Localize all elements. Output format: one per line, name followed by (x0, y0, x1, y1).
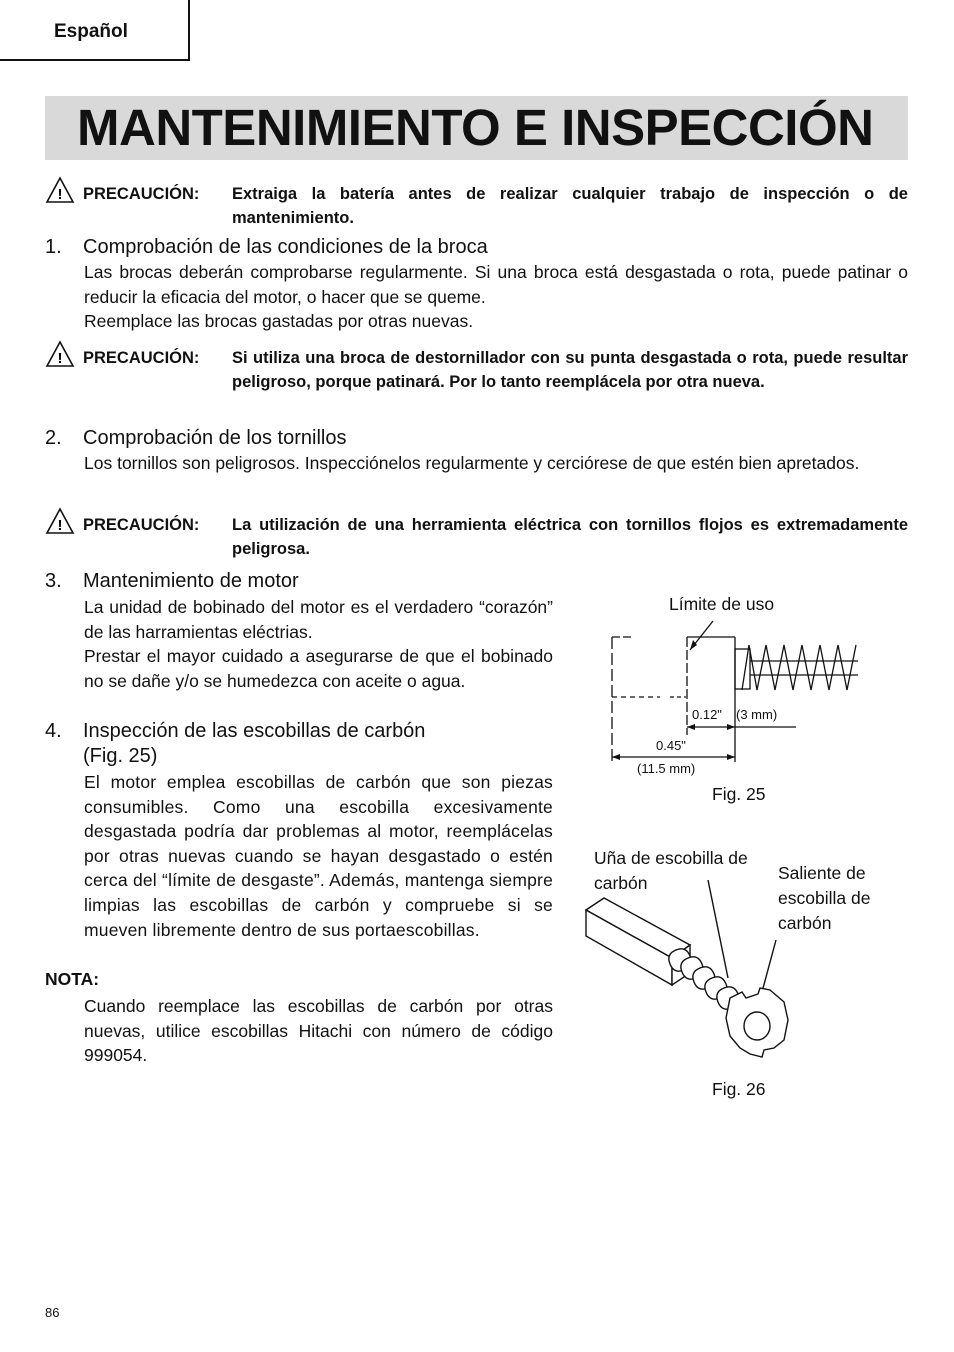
paragraph: Las brocas deberán comprobarse regularmente. Si una broca está desgastada o rota, puede patinar o reducir la eficacia del motor, o hacer que se queme. (84, 262, 908, 307)
fig26-label-right: Saliente de escobilla de carbón (778, 863, 871, 933)
caution-text: Si utiliza una broca de destornillador con su punta desgastada o rota, puede resultar peligroso, porque patinará. Por lo tanto reemplácela por otra nueva. (232, 349, 908, 391)
item-title-ref: (Fig. 25) (83, 745, 158, 767)
caution-label: PRECAUCIÓN: (83, 516, 200, 534)
item-number: 1. (45, 236, 62, 258)
svg-text:!: ! (57, 186, 63, 203)
fig25-dim1-in: 0.12" (692, 707, 722, 722)
fig25-dim1-mm: (3 mm) (736, 707, 778, 722)
caution-text: Extraiga la batería antes de realizar cualquier trabajo de inspección o de mantenimiento. (232, 185, 908, 227)
item-title: Comprobación de los tornillos (83, 427, 347, 449)
paragraph: La unidad de bobinado del motor es el verdadero “corazón” de las harramientas eléctrias. (84, 597, 553, 642)
nota-label: NOTA: (45, 969, 100, 989)
item-title: Comprobación de las condiciones de la broca (83, 236, 488, 258)
paragraph: Los tornillos son peligrosos. Inspecciónelos regularmente y cerciórese de que estén bien apretados. (84, 453, 860, 473)
paragraph: Prestar el mayor cuidado a asegurarse de que el bobinado no se dañe y/o se humedezca con aceite o agua. (84, 646, 553, 691)
caution-label: PRECAUCIÓN: (83, 185, 200, 203)
page-number: 86 (45, 1305, 60, 1320)
fig25-dim2-mm: (11.5 mm) (637, 761, 696, 776)
fig26-caption: Fig. 26 (712, 1079, 766, 1099)
fig25-caption: Fig. 25 (712, 784, 766, 804)
item-title: Mantenimiento de motor (83, 570, 299, 592)
fig26-label-left: Uña de escobilla de carbón (594, 848, 748, 893)
item-number: 4. (45, 720, 62, 742)
fig25-limit-label: Límite de uso (669, 594, 775, 614)
caution-label: PRECAUCIÓN: (83, 349, 200, 367)
item-number: 3. (45, 570, 62, 592)
paragraph: Reemplace las brocas gastadas por otras nuevas. (84, 311, 474, 332)
nota-text: Cuando reemplace las escobillas de carbón por otras nuevas, utilice escobillas Hitachi con número de código 999054. (84, 996, 553, 1066)
item-title: Inspección de las escobillas de carbón (83, 720, 426, 742)
page-title: MANTENIMIENTO E INSPECCIÓN (77, 99, 874, 156)
svg-text:!: ! (57, 517, 63, 534)
paragraph: El motor emplea escobillas de carbón que son piezas consumibles. Como una escobilla excesivamente desgastada podría dar problemas al motor, reemplácelas por otras nuevas cuando se hayan desgastado o estén cerca del “límite de desgaste”. Además, mantenga siempre limpias las escobillas de carbón y compruebe si se mueven libremente dentro de sus portaescobillas. (84, 772, 553, 940)
caution-text: La utilización de una herramienta eléctrica con tornillos flojos es extremadamente peligrosa. (232, 516, 908, 558)
language-label: Español (54, 21, 128, 42)
svg-text:!: ! (57, 350, 63, 367)
fig25-dim2-in: 0.45" (656, 738, 686, 753)
item-number: 2. (45, 427, 62, 449)
